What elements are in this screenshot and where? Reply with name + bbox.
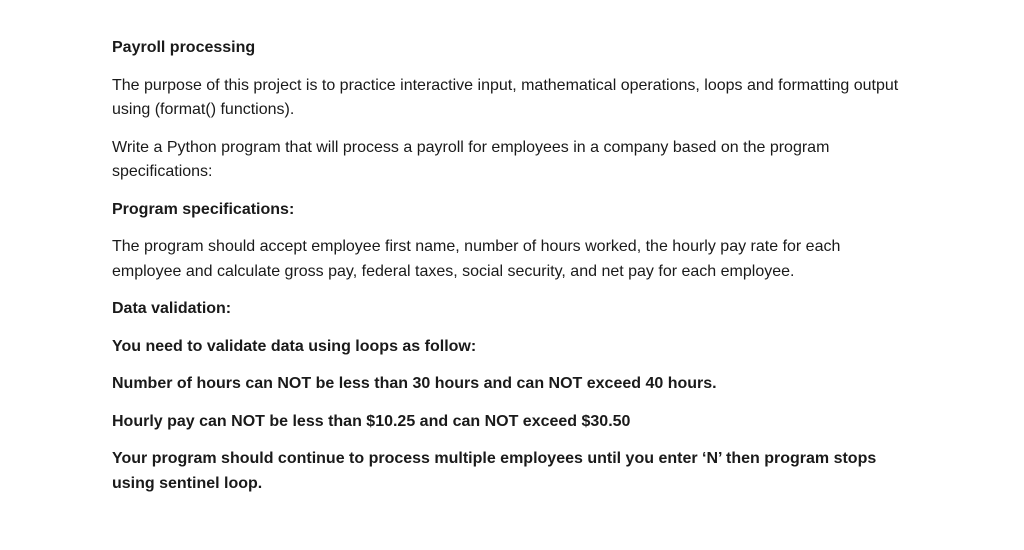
rule-hours: Number of hours can NOT be less than 30 hours and can NOT exceed 40 hours. bbox=[112, 375, 717, 392]
validation-intro: You need to validate data using loops as follow: bbox=[112, 337, 477, 355]
rule-sentinel: Your program should continue to process multiple employees until you enter ‘N’ then program stops using sentinel loop. bbox=[112, 450, 877, 492]
spec-heading: Program specifications: bbox=[112, 200, 295, 218]
purpose-paragraph: The purpose of this project is to practice interactive input, mathematical operations, loops and formatting output using (format() functions). bbox=[112, 76, 899, 118]
task-paragraph: Write a Python program that will process a payroll for employees in a company based on the program specifications: bbox=[112, 138, 830, 180]
spec-paragraph: The program should accept employee first name, number of hours worked, the hourly pay rate for each employee and calculate gross pay, federal taxes, social security, and net pay for each employee. bbox=[112, 238, 841, 280]
validation-heading: Data validation: bbox=[112, 300, 232, 317]
document-title: Payroll processing bbox=[112, 39, 256, 56]
document-body bbox=[112, 36, 912, 496]
rule-pay: Hourly pay can NOT be less than $10.25 and can NOT exceed $30.50 bbox=[112, 412, 631, 430]
